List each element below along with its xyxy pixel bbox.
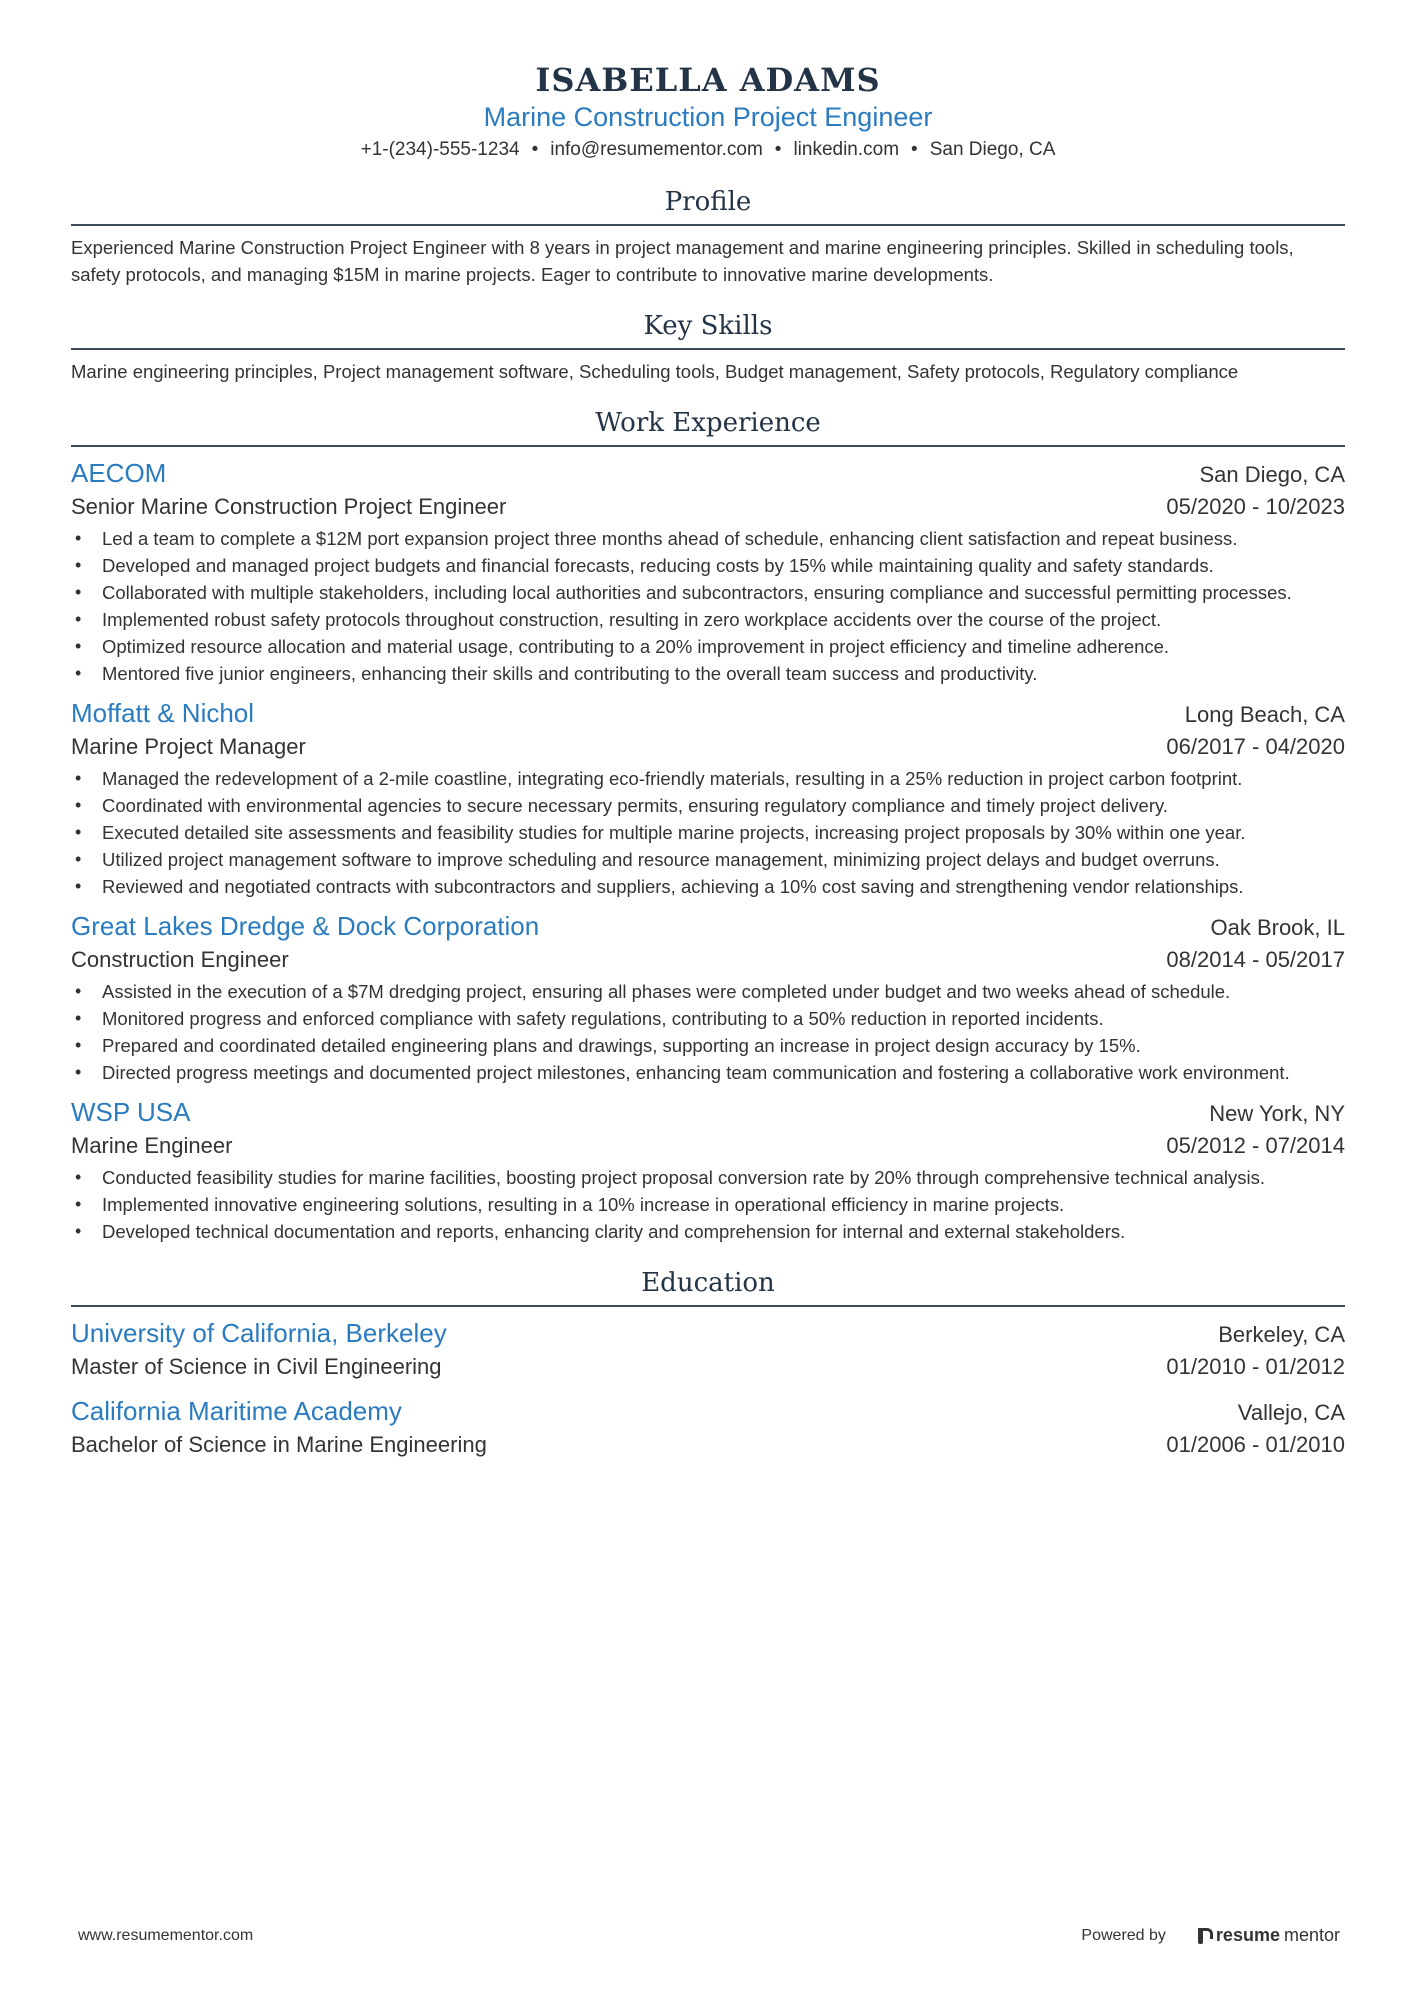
- bullet-item: • Managed the redevelopment of a 2-mile coastline, integrating eco-friendly materials, resulting in a 25% reduction in project carbon footprint.: [71, 765, 1345, 792]
- bullet-item: • Mentored five junior engineers, enhancing their skills and contributing to the overall team success and productivity.: [71, 660, 1345, 687]
- footer-branding: [1081, 1925, 1340, 1946]
- education-section: [71, 1265, 1345, 1461]
- bullet-item: • Executed detailed site assessments and feasibility studies for multiple marine projects, increasing project proposals by 30% within one year.: [71, 819, 1345, 846]
- degree-name: Master of Science in Civil Engineering: [71, 1354, 442, 1379]
- resume-page: [71, 60, 1345, 1461]
- education-entry: [71, 1393, 1345, 1461]
- education-dates: 01/2006 - 01/2010: [1166, 1432, 1345, 1457]
- page-footer: [78, 1925, 1340, 1946]
- bullet-item: • Collaborated with multiple stakeholders, including local authorities and subcontractors, ensuring compliance and successful permitting processes.: [71, 579, 1345, 606]
- bullet-item: • Implemented innovative engineering solutions, resulting in a 10% increase in operational efficiency in marine projects.: [71, 1191, 1345, 1218]
- job-role: Construction Engineer: [71, 947, 289, 972]
- job-entry: [71, 1094, 1345, 1245]
- education-entry: [71, 1315, 1345, 1383]
- phone-text: +1-(234)-555-1234: [360, 139, 520, 160]
- bullet-item: • Utilized project management software to improve scheduling and resource management, minimizing project delays and budget overruns.: [71, 846, 1345, 873]
- job-role: Marine Engineer: [71, 1133, 233, 1158]
- profile-section: [71, 184, 1345, 288]
- bullet-item: • Implemented robust safety protocols throughout construction, resulting in zero workplace accidents over the course of the project.: [71, 606, 1345, 633]
- candidate-name: ISABELLA ADAMS: [535, 61, 881, 99]
- resume-header: [71, 60, 1345, 164]
- company-name: Moffatt & Nichol: [71, 698, 255, 728]
- job-role: Marine Project Manager: [71, 734, 306, 759]
- candidate-title: Marine Construction Project Engineer: [483, 102, 933, 132]
- skills-section: [71, 308, 1345, 385]
- bullet-item: • Coordinated with environmental agencies to secure necessary permits, ensuring regulatory compliance and timely project delivery.: [71, 792, 1345, 819]
- company-name: WSP USA: [71, 1097, 191, 1127]
- separator-dot: •: [531, 139, 539, 160]
- school-name: California Maritime Academy: [71, 1396, 402, 1426]
- bullet-item: • Developed technical documentation and reports, enhancing clarity and comprehension for internal and external stakeholders.: [71, 1218, 1345, 1245]
- job-dates: 08/2014 - 05/2017: [1166, 947, 1345, 972]
- school-location: Vallejo, CA: [1237, 1400, 1345, 1425]
- job-dates: 06/2017 - 04/2020: [1166, 734, 1345, 759]
- job-bullets: [71, 1164, 1345, 1245]
- contact-line: [71, 136, 1345, 164]
- school-location: Berkeley, CA: [1218, 1322, 1345, 1347]
- location-text: San Diego, CA: [929, 139, 1056, 160]
- degree-name: Bachelor of Science in Marine Engineering: [71, 1432, 487, 1457]
- job-dates: 05/2020 - 10/2023: [1166, 494, 1345, 519]
- school-name: University of California, Berkeley: [71, 1318, 447, 1348]
- company-name: AECOM: [71, 458, 167, 488]
- company-name: Great Lakes Dredge & Dock Corporation: [71, 911, 540, 941]
- job-entry: [71, 695, 1345, 900]
- bullet-item: • Conducted feasibility studies for marine facilities, boosting project proposal conversion rate by 20% through comprehensive technical analysis.: [71, 1164, 1345, 1191]
- bullet-item: • Assisted in the execution of a $7M dredging project, ensuring all phases were completed under budget and two weeks ahead of schedule.: [71, 978, 1345, 1005]
- bullet-item: • Reviewed and negotiated contracts with subcontractors and suppliers, achieving a 10% cost saving and strengthening vendor relationships.: [71, 873, 1345, 900]
- profile-text: Experienced Marine Construction Project Engineer with 8 years in project management and marine engineering principles. Skilled in scheduling tools, safety protocols, and managing $15M in marine projects. Eager to contribute to innovative marine developments.: [71, 237, 1294, 285]
- linkedin-text: linkedin.com: [793, 139, 900, 160]
- resumementor-icon: [1196, 1928, 1212, 1944]
- bullet-item: • Monitored progress and enforced compliance with safety regulations, contributing to a 50% reduction in reported incidents.: [71, 1005, 1345, 1032]
- job-location: San Diego, CA: [1199, 462, 1345, 487]
- job-entry: [71, 908, 1345, 1086]
- section-heading-skills: Key Skills: [71, 308, 1345, 350]
- job-dates: 05/2012 - 07/2014: [1166, 1133, 1345, 1158]
- job-entry: [71, 455, 1345, 687]
- section-heading-profile: Profile: [71, 184, 1345, 226]
- section-heading-experience: Work Experience: [71, 405, 1345, 447]
- section-heading-education: Education: [71, 1265, 1345, 1307]
- brand-name-bold: resume: [1215, 1925, 1280, 1945]
- bullet-item: • Led a team to complete a $12M port expansion project three months ahead of schedule, enhancing client satisfaction and repeat business.: [71, 525, 1345, 552]
- job-bullets: [71, 978, 1345, 1086]
- separator-dot: •: [774, 139, 782, 160]
- bullet-item: • Directed progress meetings and documented project milestones, enhancing team communication and fostering a collaborative work environment.: [71, 1059, 1345, 1086]
- job-location: New York, NY: [1209, 1101, 1345, 1126]
- education-dates: 01/2010 - 01/2012: [1166, 1354, 1345, 1379]
- job-role: Senior Marine Construction Project Engineer: [71, 494, 507, 519]
- bullet-item: • Prepared and coordinated detailed engineering plans and drawings, supporting an increase in project design accuracy by 15%.: [71, 1032, 1345, 1059]
- bullet-item: • Optimized resource allocation and material usage, contributing to a 20% improvement in project efficiency and timeline adherence.: [71, 633, 1345, 660]
- job-bullets: [71, 525, 1345, 687]
- job-bullets: [71, 765, 1345, 900]
- bullet-item: • Developed and managed project budgets and financial forecasts, reducing costs by 15% while maintaining quality and safety standards.: [71, 552, 1345, 579]
- separator-dot: •: [911, 139, 918, 160]
- experience-section: [71, 405, 1345, 1245]
- brand-name-regular: mentor: [1283, 1925, 1340, 1945]
- footer-website-link[interactable]: www.resumementor.com: [78, 1926, 254, 1944]
- job-location: Long Beach, CA: [1184, 702, 1345, 727]
- skills-text: Marine engineering principles, Project management software, Scheduling tools, Budget management, Safety protocols, Regulatory compliance: [71, 361, 1239, 382]
- job-location: Oak Brook, IL: [1210, 915, 1345, 940]
- resumementor-logo[interactable]: [1196, 1925, 1340, 1946]
- email-text: info@resumementor.com: [550, 139, 763, 160]
- powered-by-label: Powered by: [1081, 1926, 1166, 1944]
